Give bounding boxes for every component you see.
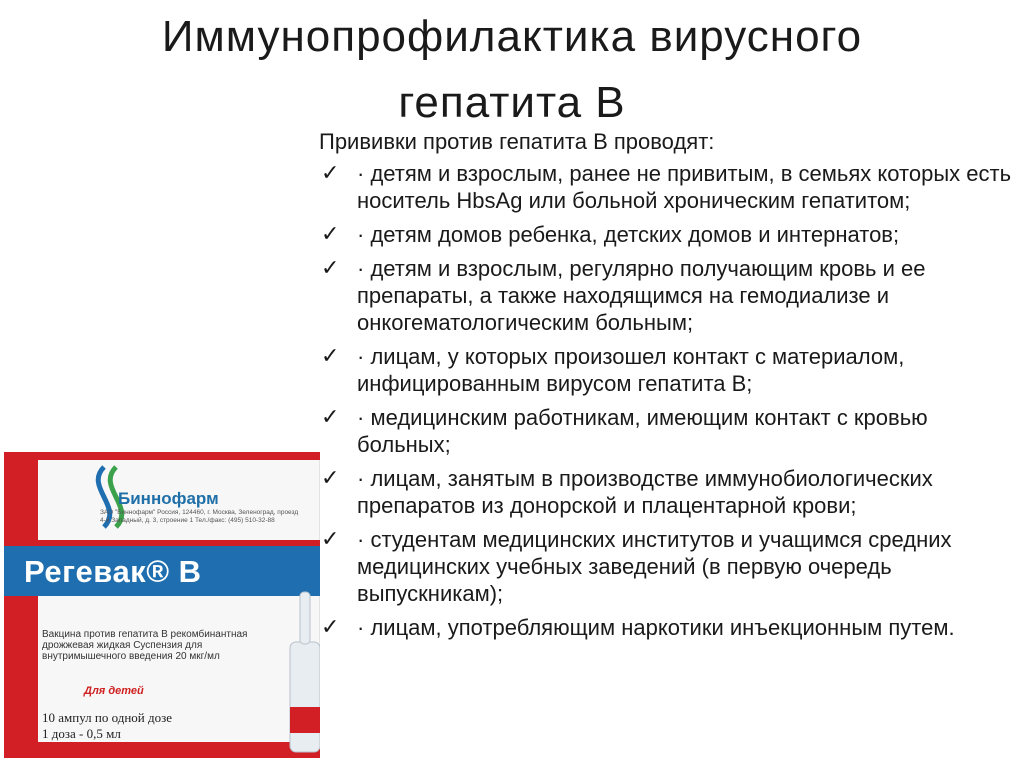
list-item xyxy=(321,221,1019,248)
list-item xyxy=(321,160,1019,214)
list-item-text: · детям и взрослым, регулярно получающим кровь и ее препараты, а также находящимся на гемодиализе и онкогематологическим больным; xyxy=(357,256,926,335)
list-item-text: · лицам, у которых произошел контакт с материалом, инфицированным вирусом гепатита В; xyxy=(357,344,905,396)
checkmark-icon: ✓ xyxy=(321,161,340,186)
checkmark-icon: ✓ xyxy=(321,527,340,552)
list-item xyxy=(321,526,1019,607)
pack-info xyxy=(42,710,242,742)
list-item xyxy=(321,343,1019,397)
list-item-text: · детям и взрослым, ранее не привитым, в семьях которых есть носитель HbsAg или больной хроническим гепатитом; xyxy=(357,161,1012,213)
checkmark-icon: ✓ xyxy=(321,256,340,281)
list-item-text: · детям домов ребенка, детских домов и интернатов; xyxy=(357,222,900,247)
title-line-1: Иммунопрофилактика вирусного xyxy=(161,12,863,61)
product-description: Вакцина против гепатита В рекомбинантная дрожжевая жидкая Суспензия для внутримышечного введения 20 мкг/мл xyxy=(42,629,248,662)
ampoules-count: 10 ампул по одной дозе xyxy=(42,710,172,725)
company-address: ЗАО "Биннофарм" Россия, 124460, г. Москва, Зеленоград, проезд 4-й Западный, д. 3, строение 1 Тел./факс: (495) 510-32-88 xyxy=(100,509,299,524)
list-item-text: · медицинским работникам, имеющим контакт с кровью больных; xyxy=(357,405,928,457)
title-line-2: гепатита В xyxy=(398,78,626,127)
checkmark-icon: ✓ xyxy=(321,344,340,369)
product-name: Регевак® В xyxy=(24,554,202,589)
list-item-text: · студентам медицинских институтов и учащимся средних медицинских учебных заведений (в первую очередь выпускникам); xyxy=(357,527,952,606)
checkmark-icon: ✓ xyxy=(321,222,340,247)
list-item xyxy=(321,255,1019,336)
list-item-text: · лицам, занятым в производстве иммунобиологических препаратов из донорской и плацентарной крови; xyxy=(357,466,933,518)
list-item xyxy=(321,465,1019,519)
list-item xyxy=(321,404,1019,458)
brand-name: Биннофарм xyxy=(118,489,219,508)
list-item-text: · лицам, употребляющим наркотики инъекционным путем. xyxy=(357,615,955,640)
kids-label: Для детей xyxy=(84,685,144,697)
checkmark-icon: ✓ xyxy=(321,615,340,640)
indication-list xyxy=(321,160,1019,648)
dose-info: 1 доза - 0,5 мл xyxy=(42,726,121,741)
list-intro: Прививки против гепатита В проводят: xyxy=(319,129,715,154)
checkmark-icon: ✓ xyxy=(321,466,340,491)
list-item xyxy=(321,614,1019,641)
vaccine-box-image xyxy=(4,452,320,758)
checkmark-icon: ✓ xyxy=(321,405,340,430)
slide-title xyxy=(0,4,1024,136)
